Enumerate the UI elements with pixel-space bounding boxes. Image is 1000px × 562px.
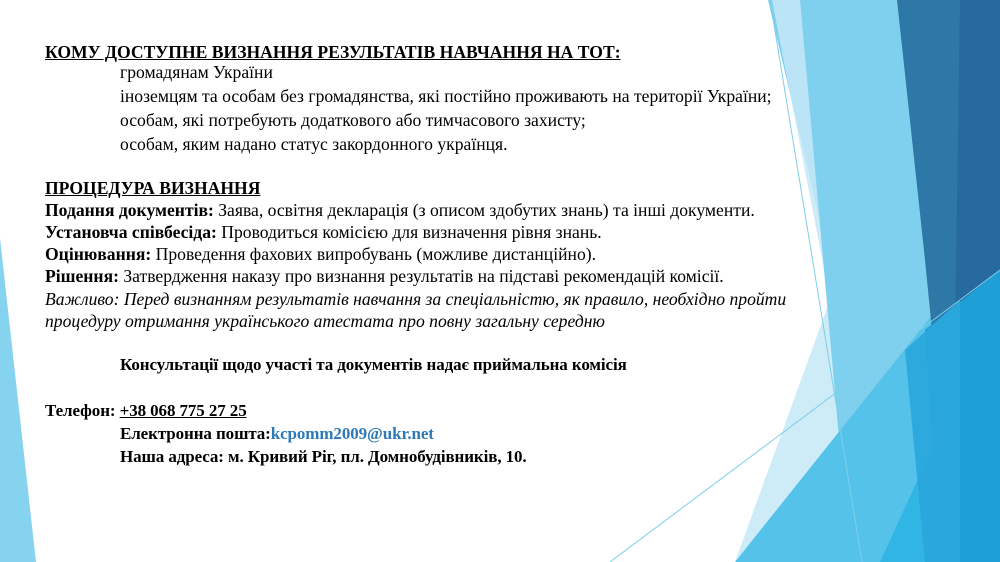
- email-link[interactable]: kcpomm2009@ukr.net: [270, 424, 434, 443]
- important-note-line: Важливо: Перед визнанням результатів навчання за спеціальністю, як правило, необхідно пройти: [45, 289, 787, 309]
- step-text: Проведення фахових випробувань (можливе дистанційно).: [151, 244, 596, 264]
- eligibility-item: особам, які потребують додаткового або тимчасового захисту;: [120, 110, 586, 130]
- section-heading-procedure: ПРОЦЕДУРА ВИЗНАННЯ: [45, 178, 261, 198]
- email-row: [120, 424, 434, 444]
- step-label: Рішення:: [45, 266, 119, 286]
- phone-link[interactable]: +38 068 775 27 25: [119, 401, 247, 420]
- step-text: Проводиться комісією для визначення рівня знань.: [216, 222, 602, 242]
- address: Наша адреса: м. Кривий Ріг, пл. Домнобудівників, 10.: [120, 447, 527, 466]
- consultation-note: Консультації щодо участі та документів надає приймальна комісія: [120, 355, 627, 374]
- phone-row: [45, 401, 247, 421]
- important-note-line: процедуру отримання українського атестата про повну загальну середню: [45, 311, 605, 331]
- eligibility-item: особам, яким надано статус закордонного українця.: [120, 134, 508, 154]
- step-label: Подання документів:: [45, 200, 214, 220]
- step-label: Оцінювання:: [45, 244, 152, 264]
- phone-label: Телефон:: [45, 401, 120, 420]
- procedure-step: [45, 244, 596, 264]
- step-label: Установча співбесіда:: [45, 222, 217, 242]
- eligibility-item: громадянам України: [120, 62, 273, 82]
- email-label: Електронна пошта:: [120, 424, 271, 443]
- procedure-step: [45, 200, 755, 220]
- eligibility-item: іноземцям та особам без громадянства, які постійно проживають на території України;: [120, 86, 772, 106]
- step-text: Затвердження наказу про визнання результатів на підставі рекомендацій комісії.: [118, 266, 724, 286]
- step-text: Заява, освітня декларація (з описом здобутих знань) та інші документи.: [213, 200, 755, 220]
- procedure-step: [45, 266, 724, 286]
- procedure-step: [45, 222, 602, 242]
- section-heading-eligibility: КОМУ ДОСТУПНЕ ВИЗНАННЯ РЕЗУЛЬТАТІВ НАВЧАННЯ НА ТОТ:: [45, 42, 621, 62]
